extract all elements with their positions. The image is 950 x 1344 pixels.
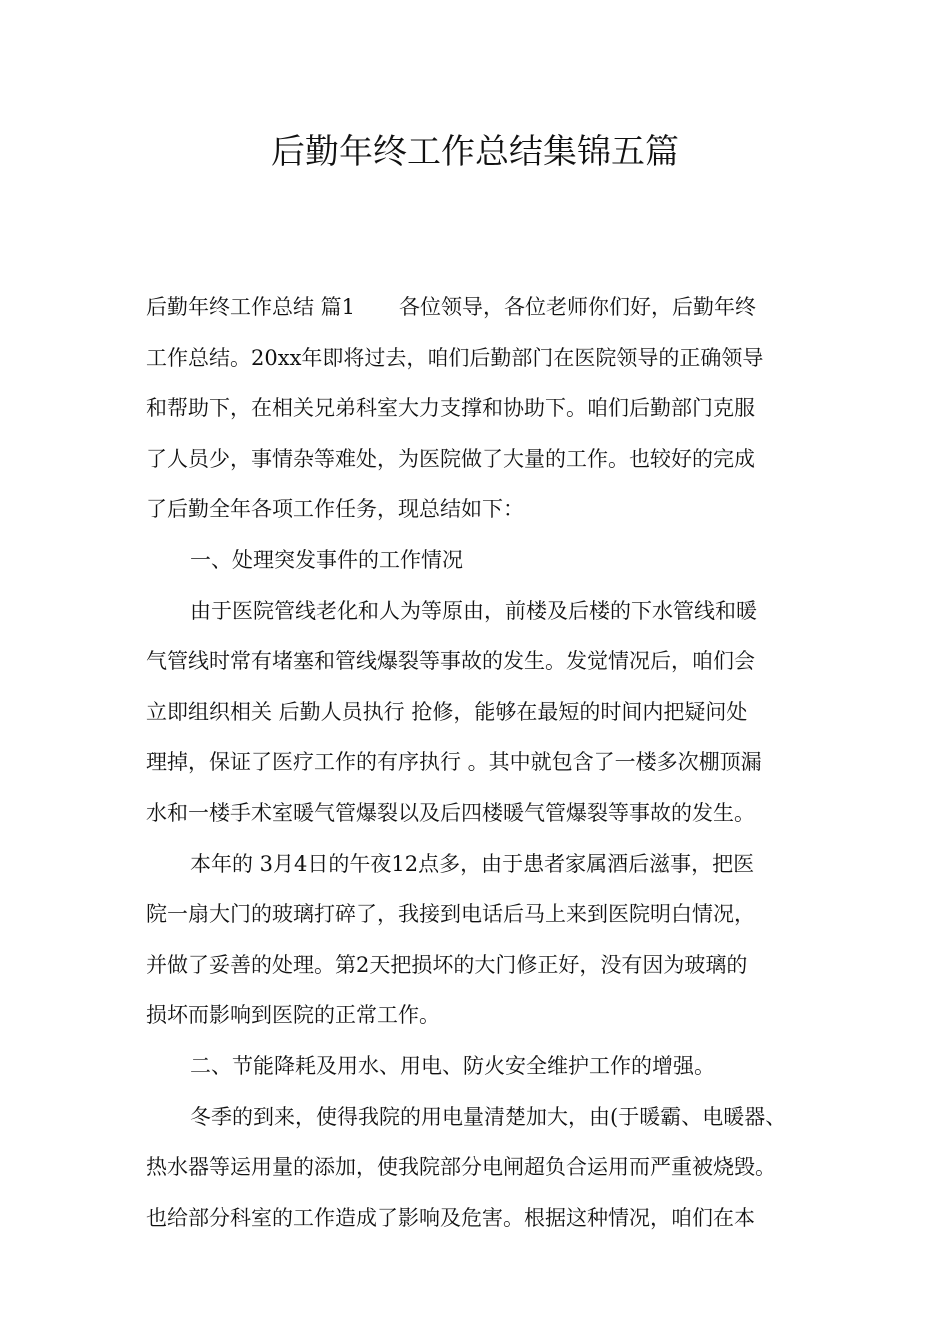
section-heading-energy-safety: 二、节能降耗及用水、用电、防火安全维护工作的增强。	[190, 1053, 715, 1078]
text-line: 由于医院管线老化和人为等原由，前楼及后楼的下水管线和暖	[190, 598, 757, 623]
text-line: 冬季的到来，使得我院的用电量清楚加大，由(于暖霸、电暖器、	[190, 1104, 787, 1129]
intro-text: 各位领导，各位老师你们好，后勤年终	[399, 295, 757, 319]
section-heading-part1: 后勤年终工作总结 篇1	[146, 295, 356, 319]
text-line: 气管线时常有堵塞和管线爆裂等事故的发生。发觉情况后，咱们会	[146, 649, 755, 674]
text-line: 理掉，保证了医疗工作的有序执行 。其中就包含了一楼多次棚顶漏	[146, 750, 762, 775]
text-line: 立即组织相关 后勤人员执行 抢修，能够在最短的时间内把疑问处	[146, 699, 748, 724]
intro-first-line	[146, 282, 826, 333]
document-body	[146, 282, 826, 1243]
text-line: 本年的 3月4日的午夜12点多，由于患者家属酒后滋事，把医	[190, 851, 755, 876]
text-line: 并做了妥善的处理。第2天把损坏的大门修正好，没有因为玻璃的	[146, 952, 748, 977]
text-line: 热水器等运用量的添加，使我院部分电闸超负合运用而严重被烧毁。	[146, 1155, 776, 1180]
text-line: 工作总结。20xx年即将过去，咱们后勤部门在医院领导的正确领导	[146, 345, 764, 370]
section-heading-emergency: 一、处理突发事件的工作情况	[190, 547, 463, 572]
text-line: 了人员少，事情杂等难处，为医院做了大量的工作。也较好的完成	[146, 446, 755, 471]
text-line: 和帮助下，在相关兄弟科室大力支撑和协助下。咱们后勤部门克服	[146, 396, 755, 421]
text-line: 了后勤全年各项工作任务，现总结如下：	[146, 497, 524, 522]
text-line: 院一扇大门的玻璃打碎了，我接到电话后马上来到医院明白情况，	[146, 902, 755, 927]
text-line: 水和一楼手术室暖气管爆裂以及后四楼暖气管爆裂等事故的发生。	[146, 800, 755, 825]
document-title: 后勤年终工作总结集锦五篇	[271, 132, 679, 172]
text-line: 也给部分科室的工作造成了影响及危害。根据这种情况，咱们在本	[146, 1205, 755, 1230]
text-line: 损坏而影响到医院的正常工作。	[146, 1003, 440, 1028]
